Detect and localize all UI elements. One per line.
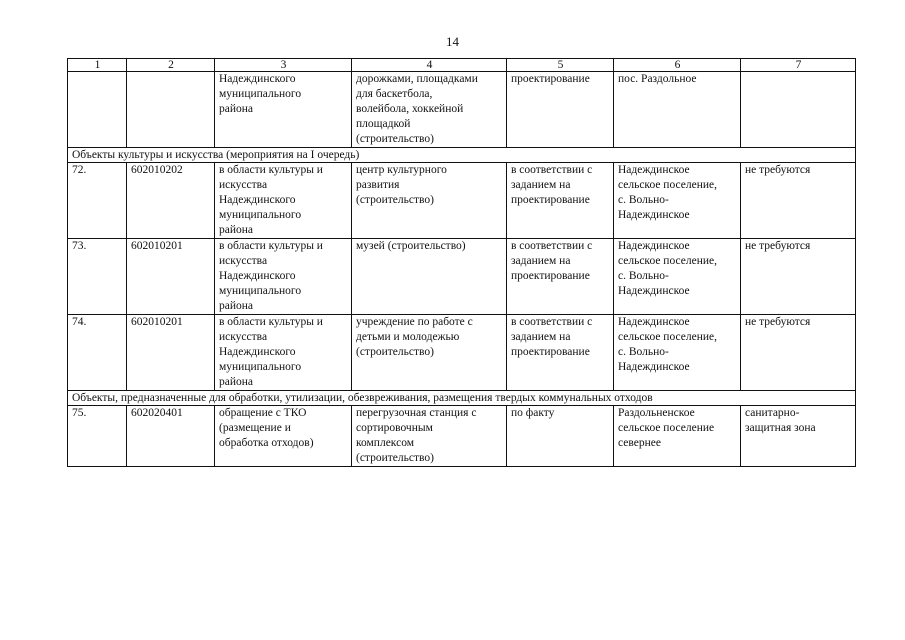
table-cell (352, 163, 507, 239)
cell-text: санитарно- защитная зона (745, 407, 816, 434)
cell-text: Надеждинское сельское поселение, с. Вольно- Надеждинское (618, 164, 717, 221)
cell-text: в соответствии с заданием на проектирование (511, 316, 593, 358)
table-cell (68, 163, 127, 239)
table-cell (127, 72, 215, 148)
cell-text: дорожками, площадками для баскетбола, волейбола, хоккейной площадкой (строительство) (356, 73, 478, 145)
table-cell (127, 239, 215, 315)
table-cell (127, 163, 215, 239)
cell-text: 72. (72, 164, 87, 176)
table-cell (68, 239, 127, 315)
table-cell (741, 163, 856, 239)
table-cell (741, 239, 856, 315)
table-cell (352, 406, 507, 467)
table-row (68, 239, 856, 315)
cell-text: пос. Раздольное (618, 73, 697, 85)
cell-text: проектирование (511, 73, 590, 85)
table-cell (215, 72, 352, 148)
column-header: 7 (741, 59, 856, 72)
cell-text: Раздольненское сельское поселение севернее (618, 407, 715, 449)
table-cell (507, 163, 614, 239)
cell-text: учреждение по работе с детьми и молодежью (строительство) (356, 316, 473, 358)
cell-text: 74. (72, 316, 87, 328)
table-row (68, 163, 856, 239)
table-cell (68, 406, 127, 467)
cell-text: не требуются (745, 240, 811, 252)
cell-text: Надеждинское сельское поселение, с. Вольно- Надеждинское (618, 316, 717, 373)
table-cell (614, 163, 741, 239)
cell-text: не требуются (745, 164, 811, 176)
table-row (68, 406, 856, 467)
cell-text: перегрузочная станция с сортировочным комплексом (строительство) (356, 407, 477, 464)
cell-text: музей (строительство) (356, 240, 466, 252)
column-header: 6 (614, 59, 741, 72)
table-cell (68, 315, 127, 391)
cell-text: 73. (72, 240, 87, 252)
column-header: 5 (507, 59, 614, 72)
table-cell (507, 315, 614, 391)
cell-text: в соответствии с заданием на проектирование (511, 240, 593, 282)
table-cell (215, 239, 352, 315)
section-heading: Объекты, предназначенные для обработки, утилизации, обезвреживания, размещения твердых коммунальных отходов (68, 391, 856, 406)
table-cell (352, 239, 507, 315)
table-cell (507, 72, 614, 148)
cell-text: в области культуры и искусства Надеждинского муниципального района (219, 164, 323, 236)
table-cell (614, 315, 741, 391)
table-cell (507, 406, 614, 467)
column-header: 4 (352, 59, 507, 72)
cell-text: по факту (511, 407, 555, 419)
table-cell (614, 72, 741, 148)
section-heading-row (68, 391, 856, 406)
page-number: 14 (446, 34, 459, 49)
table-row (68, 72, 856, 148)
table-cell (741, 72, 856, 148)
table-cell (352, 72, 507, 148)
table-cell (352, 315, 507, 391)
column-header: 2 (127, 59, 215, 72)
cell-text: Надеждинского муниципального района (219, 73, 302, 115)
section-heading: Объекты культуры и искусства (мероприятия на I очередь) (68, 148, 856, 163)
table-header-row (68, 59, 856, 72)
cell-text: 602020401 (131, 407, 183, 419)
table-cell (127, 406, 215, 467)
table-cell (614, 406, 741, 467)
cell-text: обращение с ТКО (размещение и обработка отходов) (219, 407, 314, 449)
table-cell (741, 315, 856, 391)
cell-text: 602010202 (131, 164, 183, 176)
document-table (67, 58, 856, 467)
cell-text: 602010201 (131, 316, 183, 328)
table-cell (215, 315, 352, 391)
table-cell (614, 239, 741, 315)
section-heading-row (68, 148, 856, 163)
cell-text: 75. (72, 407, 87, 419)
table-cell (215, 163, 352, 239)
column-header: 1 (68, 59, 127, 72)
cell-text: в области культуры и искусства Надеждинского муниципального района (219, 316, 323, 388)
column-header: 3 (215, 59, 352, 72)
cell-text: не требуются (745, 316, 811, 328)
cell-text: центр культурного развития (строительство) (356, 164, 447, 206)
table-cell (68, 72, 127, 148)
table-cell (215, 406, 352, 467)
table-cell (507, 239, 614, 315)
cell-text: в соответствии с заданием на проектирование (511, 164, 593, 206)
table-row (68, 315, 856, 391)
table-cell (127, 315, 215, 391)
cell-text: 602010201 (131, 240, 183, 252)
cell-text: Надеждинское сельское поселение, с. Вольно- Надеждинское (618, 240, 717, 297)
table-cell (741, 406, 856, 467)
cell-text: в области культуры и искусства Надеждинского муниципального района (219, 240, 323, 312)
